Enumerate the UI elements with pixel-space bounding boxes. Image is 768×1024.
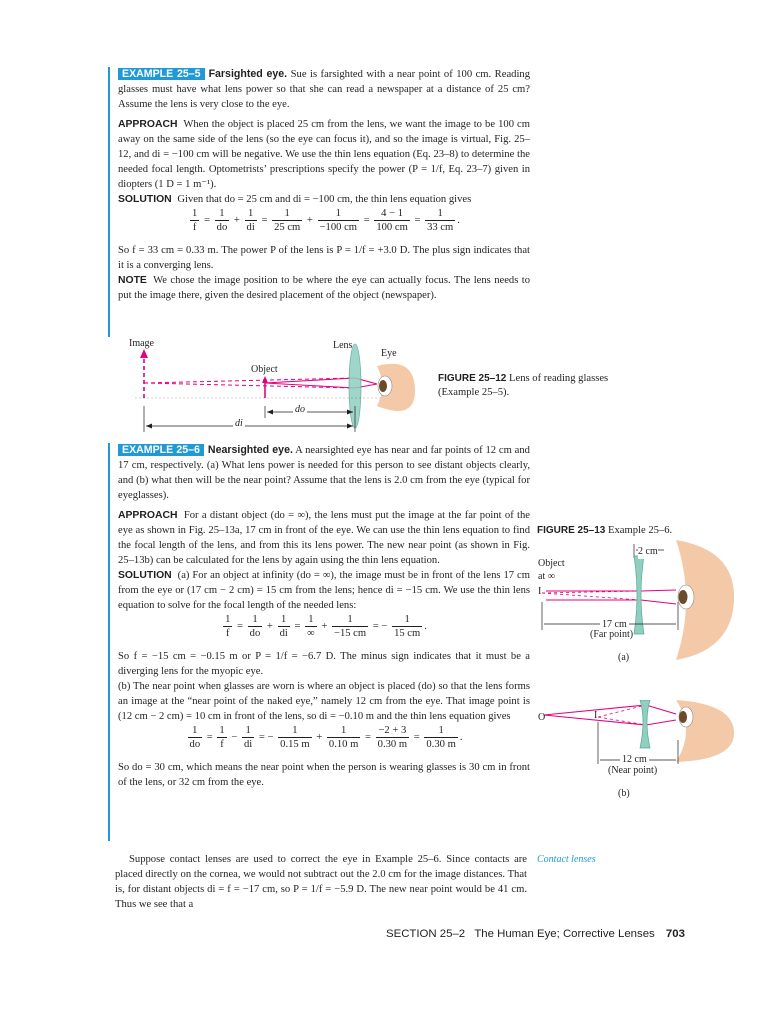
- fig13a-object: Object: [538, 558, 565, 569]
- ex6-equation-b: $\frac{1}{do}$ = $\frac{1}{f}$ − $\frac{1}{di}$ = − $\frac{1}{0.15 m}$ + $\frac{1}{0.10 m}$ = $\frac{-2 + 3}{0.30 m}$ = $\frac{1}{0.30 m}$ .: [189, 725, 463, 750]
- ex5-solution: [118, 192, 530, 207]
- fig12-di-label: di: [235, 418, 243, 429]
- ex6-equation-a: $\frac{1}{f}$ = $\frac{1}{do}$ + $\frac{1}{di}$ = $\frac{1}{\infty}$ + $\frac{1}{-15 cm}$ = − $\frac{1}{15 cm}$ .: [225, 614, 427, 639]
- fig13a-I: I: [538, 586, 542, 597]
- fig12-do-label: do: [295, 404, 305, 415]
- fig13b-I: I: [594, 710, 598, 721]
- fig12-eye-label: Eye: [381, 348, 397, 359]
- ex5-tag: EXAMPLE 25–5: [118, 68, 205, 80]
- ex6-approach: [118, 508, 530, 568]
- fig12-image-label: Image: [129, 338, 154, 349]
- figure-25-13a: [536, 540, 736, 665]
- ex5-solution-text: Given that do = 25 cm and di = −100 cm, the thin lens equation gives: [177, 194, 472, 205]
- example-25-5: [108, 67, 530, 337]
- fig13a-at-infinity: at ∞: [538, 571, 555, 582]
- fig13-caption-num: FIGURE 25–13: [537, 525, 606, 536]
- fig13a-far-point: (Far point): [590, 629, 634, 640]
- example-25-6: [108, 443, 530, 841]
- fig12-lens-label: Lens: [333, 340, 353, 351]
- fig12-caption-num: FIGURE 25–12: [438, 373, 507, 384]
- ex5-result: So f = 33 cm = 0.33 m. The power P of the lens is P = 1/f = +3.0 D. The plus sign indicates that it is a converging lens.: [118, 245, 530, 271]
- fig13-caption-text: Example 25–6.: [608, 525, 673, 536]
- ex6-approach-text: For a distant object (do = ∞), the lens must put the image at the far point of the eye as shown in Fig. 25–13a, 17 cm in front of the eye. We can use the thin lens equation to find the focal length of the lens, and from this its lens power. The new near point (as shown in Fig. 25–13b) can be calculated for the lens by again using the thin lens equation.: [118, 510, 530, 566]
- fig13a-label: (a): [618, 652, 630, 663]
- figure-25-13b: [536, 700, 736, 800]
- fig13b-diagram: [536, 700, 736, 800]
- ex5-title: Farsighted eye.: [208, 68, 288, 80]
- page-number: 703: [665, 928, 685, 940]
- ex5-solution-label: SOLUTION: [118, 194, 172, 205]
- ex6-tag: EXAMPLE 25–6: [118, 444, 204, 456]
- fig13b-O: O: [538, 712, 546, 723]
- fig13b-label: (b): [618, 788, 630, 799]
- fig12-caption-text: Lens of reading glasses (Example 25–5).: [438, 373, 609, 398]
- ex6-solution-label: SOLUTION: [118, 570, 172, 581]
- figure-25-12: [115, 336, 415, 436]
- fig12-caption: [438, 372, 618, 400]
- page-footer: [386, 927, 685, 942]
- fig13b-near-point: (Near point): [608, 765, 658, 776]
- ex5-note-label: NOTE: [118, 275, 147, 286]
- fig13a-diagram: [536, 540, 736, 665]
- ex6-intro: [118, 443, 530, 503]
- ex5-approach-text: When the object is placed 25 cm from the lens, we want the image to be 100 cm away on the same side of the lens (so the eye can focus it), and so the image is virtual, Fig. 25–12, and di = −100 cm will be negative. We use the thin lens equation (Eq. 23–8) to determine the needed focal length. Optometrists’ prescriptions specify the power (P = 1/f, Eq. 23–7) given in diopters (1 D = 1 m⁻¹).: [118, 119, 530, 190]
- fig13a-2cm: 2 cm: [638, 546, 658, 557]
- fig12-object-label: Object: [251, 364, 278, 375]
- ex5-approach: [118, 117, 530, 192]
- ex5-note: [118, 273, 530, 303]
- diverging-lens-a: [634, 556, 644, 634]
- fig13-caption: [537, 523, 737, 538]
- fig13b-12cm: 12 cm: [622, 754, 647, 765]
- footer-section: SECTION 25–2: [386, 928, 466, 940]
- ex6-solution-a-text: (a) For an object at infinity (do = ∞), the image must be in front of the lens 17 cm from the eye or (17 cm − 2 cm) = 15 cm from the lens; hence di = −15 cm. We use the thin lens equation to solve for the focal length of the needed lens:: [118, 570, 530, 611]
- ex6-solution-a: [118, 568, 530, 613]
- ex6-title: Nearsighted eye.: [207, 444, 293, 456]
- ex5-equation: $\frac{1}{f}$ = $\frac{1}{do}$ + $\frac{1}{di}$ = $\frac{1}{25 cm}$ + $\frac{1}{-100 cm}$ = $\frac{4 - 1}{100 cm}$ = $\frac{1}{33 cm}$ .: [192, 208, 460, 233]
- ex5-approach-label: APPROACH: [118, 119, 178, 130]
- footer-title: The Human Eye; Corrective Lenses: [474, 928, 655, 940]
- ex6-result-a: So f = −15 cm = −0.15 m or P = 1/f = −6.7 D. The minus sign indicates that it must be a diverging lens for the myopic eye.: [118, 651, 530, 677]
- ex5-intro: [118, 67, 530, 112]
- fig12-diagram: [115, 336, 415, 436]
- ex6-approach-label: APPROACH: [118, 510, 178, 521]
- ex5-note-text: We chose the image position to be where the eye can actually focus. The lens needs to put the image there, given the desired placement of the object (newspaper).: [118, 275, 530, 301]
- ex6-part-b: (b) The near point when glasses are worn is where an object is placed (do) so that the lens forms an image at the “near point of the naked eye,” namely 12 cm from the eye. That image point is (12 cm − 2 cm) = 10 cm in front of the lens, so di = −0.10 m and the thin lens equation gives: [118, 681, 530, 722]
- fig13a-17cm: 17 cm: [602, 619, 627, 630]
- closing-paragraph: Suppose contact lenses are used to correct the eye in Example 25–6. Since contacts are placed directly on the cornea, we would not subtract out the 2.0 cm for the image distances. That is, for distant objects di = f = −17 cm, so P = 1/f = −5.9 D. The new near point would be 41 cm. Thus we see that a: [115, 854, 527, 910]
- ex6-intro-text: A nearsighted eye has near and far points of 12 cm and 17 cm, respectively. (a) What lens power is needed for this person to see distant objects clearly, and (b) what then will be the near point? Assume that the lens is 2.0 cm from the eye (typical for eyeglasses).: [118, 445, 530, 501]
- ex6-result-b: So do = 30 cm, which means the near point when the person is wearing glasses is 30 cm in front of the lens, or 32 cm from the eye.: [118, 762, 530, 788]
- ex5-intro-text: Sue is farsighted with a near point of 100 cm. Reading glasses must have what lens power so that she can read a newspaper at a distance of 25 cm? Assume the lens is very close to the eye.: [118, 69, 530, 110]
- margin-note-contact-lenses: Contact lenses: [537, 854, 596, 865]
